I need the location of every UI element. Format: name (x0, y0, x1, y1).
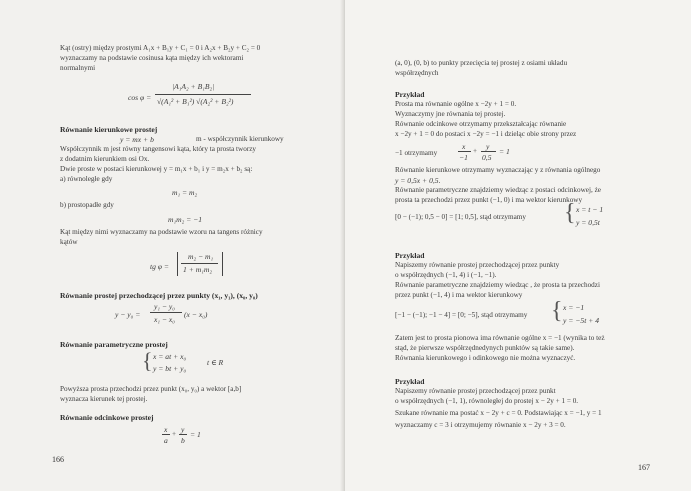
heading: Równanie parametryczne prostej (60, 340, 168, 349)
ex1-s2: y = 0,5t (576, 218, 600, 227)
fraction-bar (481, 151, 496, 152)
tg-lhs: tg φ = (150, 262, 170, 271)
ex1-s1: x = t − 1 (576, 205, 604, 214)
paragraph-line: Powyższa prosta przechodzi przez punkt (x₀, y₀) a wektor [a,b] (60, 385, 242, 393)
odc-y: y (181, 425, 185, 434)
par-eq1: x = at + x₀ (153, 352, 187, 361)
paragraph-line: y = 0,5x + 0,5. (395, 176, 441, 185)
paragraph-line: Szukane równanie ma postać x − 2y + c = 0. Podstawiając x = −1, y = 1 (395, 409, 602, 417)
paragraph-line: Wyznaczymy jne równania tej prostej. (395, 110, 506, 118)
paragraph-line: normalnymi (60, 64, 96, 72)
odc-b: b (181, 436, 185, 445)
paragraph-line: przez punkt (−1, 4) i ma wektor kierunkowy (395, 291, 523, 299)
equation: m₁m₂ = −1 (168, 215, 203, 224)
paragraph-line: Równanie kierunkowe otrzymamy wyznaczając y z równania ogólnego (395, 166, 601, 174)
ex2-s2: y = −5t + 4 (563, 316, 600, 325)
ex1-mx: −1 (459, 153, 468, 162)
fraction-bar (181, 263, 218, 264)
paragraph-line: kątów (60, 238, 78, 246)
heading: Przykład (395, 251, 425, 260)
cos-lhs: cos φ = (128, 93, 152, 102)
right-page (345, 0, 691, 491)
ex1-vec: [0 − (−1); 0,5 − 0] = [1; 0,5], stąd otrzymamy (395, 213, 526, 221)
ex1-my: 0,5 (482, 153, 492, 162)
ex1-x: x (462, 142, 466, 151)
paragraph-line: Równania kierunkowego i odinkowego nie można wyznaczyć. (395, 354, 576, 362)
ex2-vec: [−1 − (−1); −1 − 4] = [0; −5], stąd otrzymamy (395, 311, 528, 319)
brace: { (564, 200, 576, 226)
paragraph-line: z dodatnim kierunkiem osi Ox. (60, 155, 150, 163)
paragraph-line: x −2y + 1 = 0 do postaci x −2y = −1 i dzieląc obie strony przez (395, 130, 577, 138)
tg-numerator: m₂ − m₁ (188, 252, 214, 261)
paragraph-line: o współrzędnych (−1, 1), równoległej do prostej x − 2y + 1 = 0. (395, 397, 579, 405)
fraction-bar (179, 434, 187, 435)
heading: Równanie prostej przechodzącej przez punkty (x₁, y₁), (x₀, y₀) (60, 291, 258, 300)
tg-denominator: 1 + m₁m₂ (183, 265, 212, 274)
paragraph-line: Zatem jest to prosta pionowa ima równanie ogólne x = −1 (wynika to też (395, 334, 605, 342)
left-page (0, 0, 344, 491)
paragraph-line: stąd, że pierwsze współrzędnedynych punktów są takie same). (395, 344, 575, 352)
paragraph-line: Współczynnik m jest równy tangensowi kąta, który ta prosta tworzy (60, 145, 257, 153)
ex2-s1: x = −1 (563, 303, 585, 312)
fraction-bar (155, 94, 251, 95)
paragraph-line: Prosta ma równanie ogólne x −2y + 1 = 0. (395, 100, 517, 108)
fraction-bar (162, 434, 170, 435)
brace: { (551, 298, 563, 324)
paragraph-line: Napiszemy równanie prostej przechodzącej przez punkt (395, 387, 556, 395)
paragraph-line: Dwie proste w postaci kierunkowej y = m₁x + b₁ i y = m₂x + b₂ są: (60, 165, 253, 173)
page-number: 167 (638, 463, 650, 472)
equation: m₁ = m₂ (172, 188, 198, 197)
par-eq2: y = bt + y₀ (153, 364, 187, 373)
paragraph-line: współrzędnych (395, 69, 439, 77)
page-number: 166 (52, 455, 64, 464)
paragraph-line: wyznaczamy na podstawie cosinusa kąta między ich wektorami (60, 54, 244, 62)
paragraph-line: wyznacza kierunek tej prostej. (60, 395, 148, 403)
heading: Równanie odcinkowe prostej (60, 413, 154, 422)
paragraph-line: Równanie parametryczne znajdziemy wiedząc , że prosta ta przechodzi (395, 281, 600, 289)
odc-a: a (164, 436, 168, 445)
plus-sign: + (473, 147, 478, 155)
eq2-denominator: x₁ − x₀ (154, 315, 175, 324)
paragraph-line: wyznaczamy c = 3 i otrzymujemy równanie x − 2y + 3 = 0. (395, 421, 566, 429)
eq2-numerator: y₁ − y₀ (154, 302, 175, 311)
paragraph-line: o współrzędnych (−1, 4) i (−1, −1). (395, 271, 497, 279)
heading: Przykład (395, 90, 425, 99)
odc-x: x (164, 425, 168, 434)
ex1-y: y (486, 142, 490, 151)
equation: y = mx + b (120, 135, 154, 144)
plus-sign: + (172, 430, 177, 438)
eq2-rhs: (x − x₀) (184, 310, 208, 319)
equation-note: m - współczynnik kierunkowy (196, 135, 284, 143)
par-domain: t ∈ R (207, 358, 224, 367)
heading: Przykład (395, 377, 425, 386)
heading: Równanie kierunkowe prostej (60, 125, 158, 134)
cos-numerator: |A₁A₂ + B₁B₂| (172, 82, 215, 91)
cos-denominator: √(A₁² + B₁²) √(A₂² + B₂²) (157, 97, 234, 106)
paragraph-line: Równanie parametryczne znajdziemy wiedząc z postaci odcinkowej, że (395, 186, 601, 194)
paragraph-line: a) równoległe gdy (60, 175, 113, 183)
paragraph-line: (a, 0), (0, b) to punkty przecięcia tej prostej z osiami układu (395, 59, 568, 67)
odc-eq: = 1 (190, 430, 201, 439)
ex1-eq: = 1 (499, 147, 510, 156)
brace: { (142, 348, 153, 373)
paragraph-line: Napiszemy równanie prostej przechodzącej przez punkty (395, 261, 560, 269)
fraction-bar (458, 151, 471, 152)
ex1-div: −1 otrzymamy (395, 149, 438, 157)
paragraph-line: Kąt (ostry) między prostymi A₁x + B₁y + C₁ = 0 i A₂x + B₂y + C₂ = 0 (60, 44, 261, 52)
paragraph-line: Kąt między nimi wyznaczamy na podstawie wzoru na tangens różnicy (60, 228, 263, 236)
paragraph-line: Równanie odcinkowe otrzymamy przekształcając równanie (395, 120, 567, 128)
paragraph-line: b) prostopadłe gdy (60, 201, 114, 209)
paragraph-line: prosta ta przechodzi przez punkt (−1, 0) i ma wektor kierunkowy (395, 196, 583, 204)
eq2-lhs: y − y₀ = (115, 310, 141, 319)
fraction-bar (150, 312, 182, 313)
